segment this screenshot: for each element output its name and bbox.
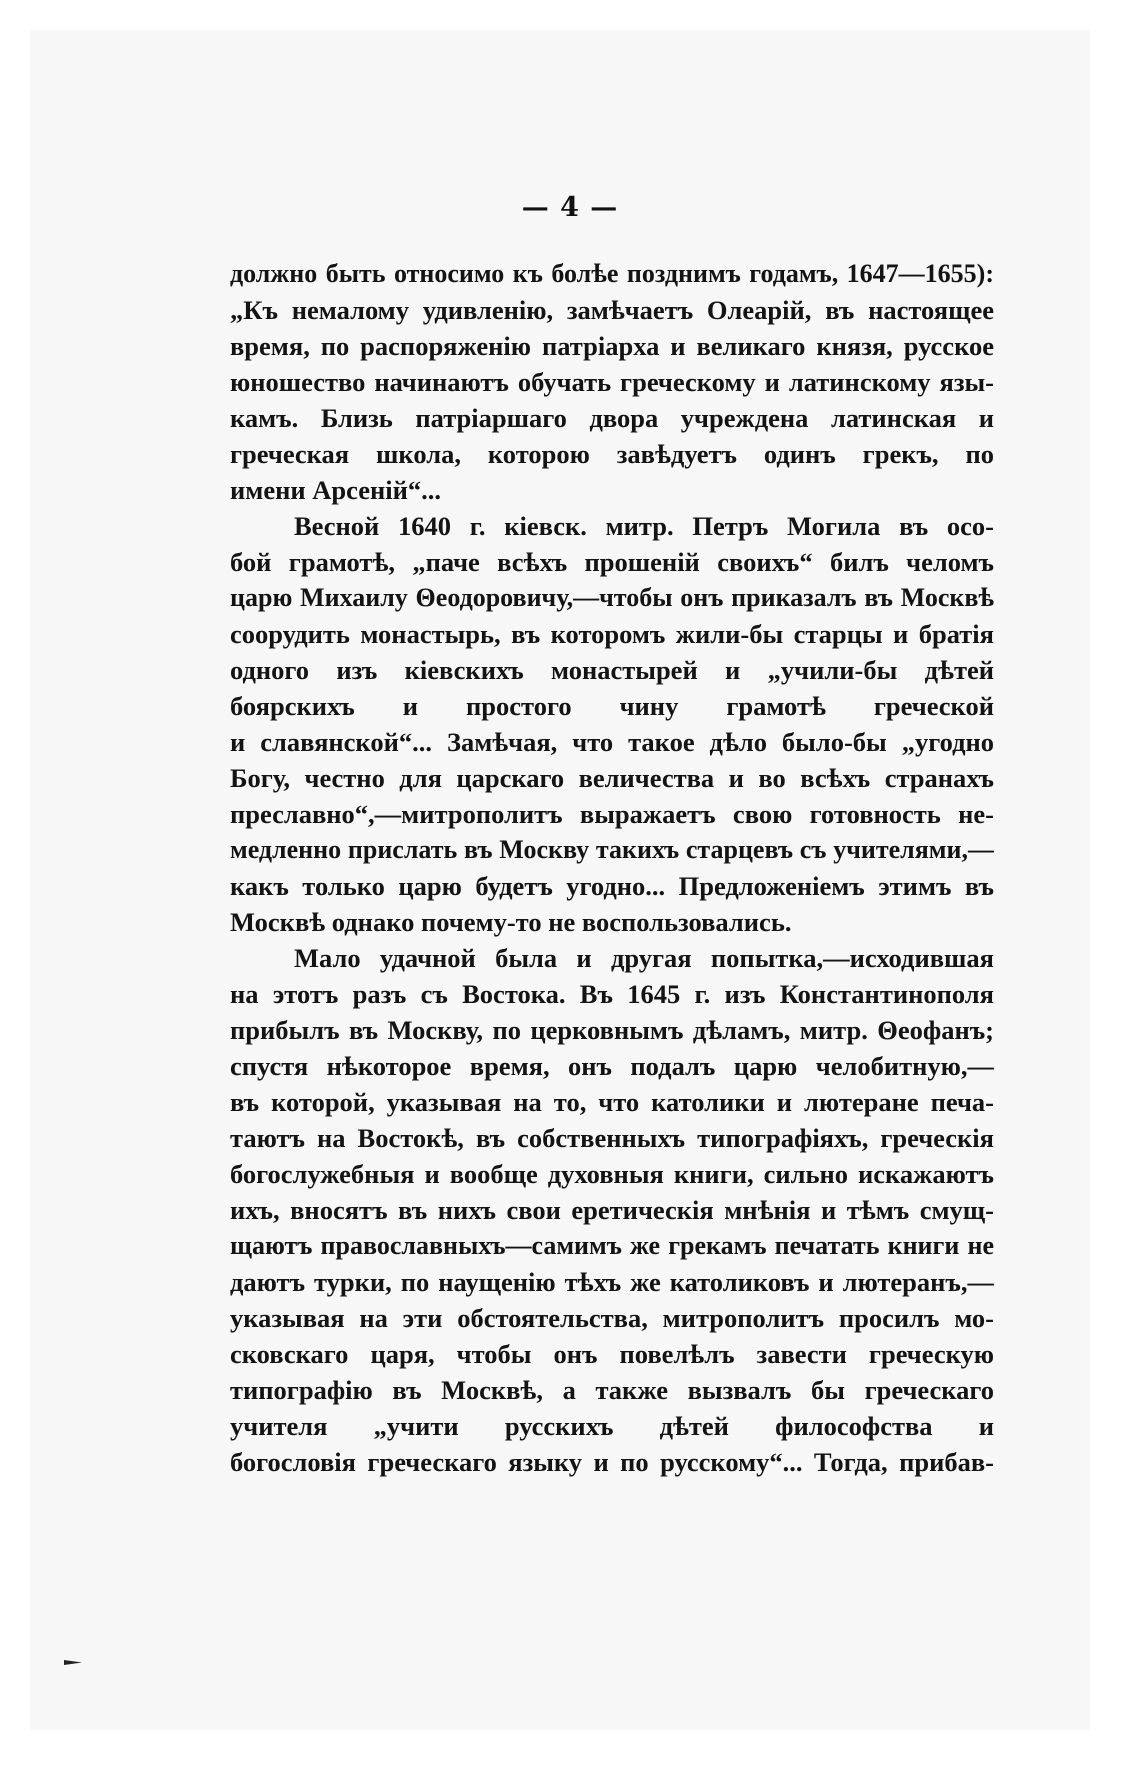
text-line: въ которой, указывая на то, что католики и лютеране печа- xyxy=(230,1087,994,1117)
text-line: ихъ, вносятъ въ нихъ свои еретическія мнѣнія и тѣмъ смущ- xyxy=(230,1195,994,1225)
text-line: царю Михаилу Θеодоровичу,—чтобы онъ приказалъ въ Москвѣ xyxy=(230,583,994,612)
text-line: и славянской“... Замѣчая, что такое дѣло было-бы „угодно xyxy=(230,727,994,757)
text-line: одного изъ кіевскихъ монастырей и „учили-бы дѣтей xyxy=(230,655,994,685)
text-line: даютъ турки, по наущенію тѣхъ же католиковъ и лютеранъ,— xyxy=(230,1267,994,1297)
text-line: камъ. Близь патріаршаго двора учреждена латинская и xyxy=(230,403,994,433)
text-line: Москвѣ однако почему-то не воспользовались. xyxy=(230,907,792,937)
text-line: указывая на эти обстоятельства, митрополитъ просилъ мо- xyxy=(230,1303,994,1333)
text-line: таютъ на Востокѣ, въ собственныхъ типографіяхъ, греческія xyxy=(230,1123,994,1153)
text-line: богослужебныя и вообще духовныя книги, сильно искажаютъ xyxy=(230,1159,994,1189)
text-line: соорудить монастырь, въ которомъ жили-бы старцы и братія xyxy=(230,619,994,649)
text-line: какъ только царю будетъ угодно... Предложеніемъ этимъ въ xyxy=(230,871,994,901)
body-text xyxy=(230,256,994,1480)
text-line: щаютъ православныхъ—самимъ же грекамъ печатать книги не xyxy=(230,1231,994,1260)
text-line: Весной 1640 г. кіевск. митр. Петръ Могила въ осо- xyxy=(294,511,994,541)
text-line: богословія греческаго языку и по русскому“... Тогда, прибав- xyxy=(230,1447,994,1477)
text-line: сковскаго царя, чтобы онъ повелѣлъ завести греческую xyxy=(230,1339,994,1369)
text-line: юношество начинаютъ обучать греческому и латинскому язы- xyxy=(230,367,994,397)
text-line: учителя „учити русскихъ дѣтей философства и xyxy=(230,1411,994,1441)
text-line: должно быть относимо къ болѣе позднимъ годамъ, 1647—1655): xyxy=(230,259,994,288)
text-line: прибылъ въ Москву, по церковнымъ дѣламъ, митр. Θеофанъ; xyxy=(230,1015,994,1045)
text-line: боярскихъ и простого чину грамотѣ греческой xyxy=(230,691,994,721)
text-line: спустя нѣкоторое время, онъ подалъ царю челобитную,— xyxy=(230,1051,994,1081)
text-line: преславно“,—митрополитъ выражаетъ свою готовность не- xyxy=(230,799,994,829)
text-line: Богу, честно для царскаго величества и во всѣхъ странахъ xyxy=(230,763,994,793)
text-line: „Къ немалому удивленію, замѣчаетъ Олеарій, въ настоящее xyxy=(230,295,994,325)
text-line: бой грамотѣ, „паче всѣхъ прошеній своихъ“ билъ челомъ xyxy=(230,547,994,577)
text-line: греческая школа, которою завѣдуетъ одинъ грекъ, по xyxy=(230,439,994,469)
page-number: — 4 — xyxy=(521,192,619,223)
text-line: Мало удачной была и другая попытка,—исходившая xyxy=(294,943,994,973)
text-line: имени Арсеній“... xyxy=(230,475,441,505)
text-line: время, по распоряженію патріарха и великаго князя, русское xyxy=(230,331,994,361)
text-line: типографію въ Москвѣ, а также вызвалъ бы греческаго xyxy=(230,1375,994,1405)
text-line: на этотъ разъ съ Востока. Въ 1645 г. изъ Константинополя xyxy=(230,979,994,1009)
text-line: медленно прислать въ Москву такихъ старцевъ съ учителями,— xyxy=(230,835,994,864)
